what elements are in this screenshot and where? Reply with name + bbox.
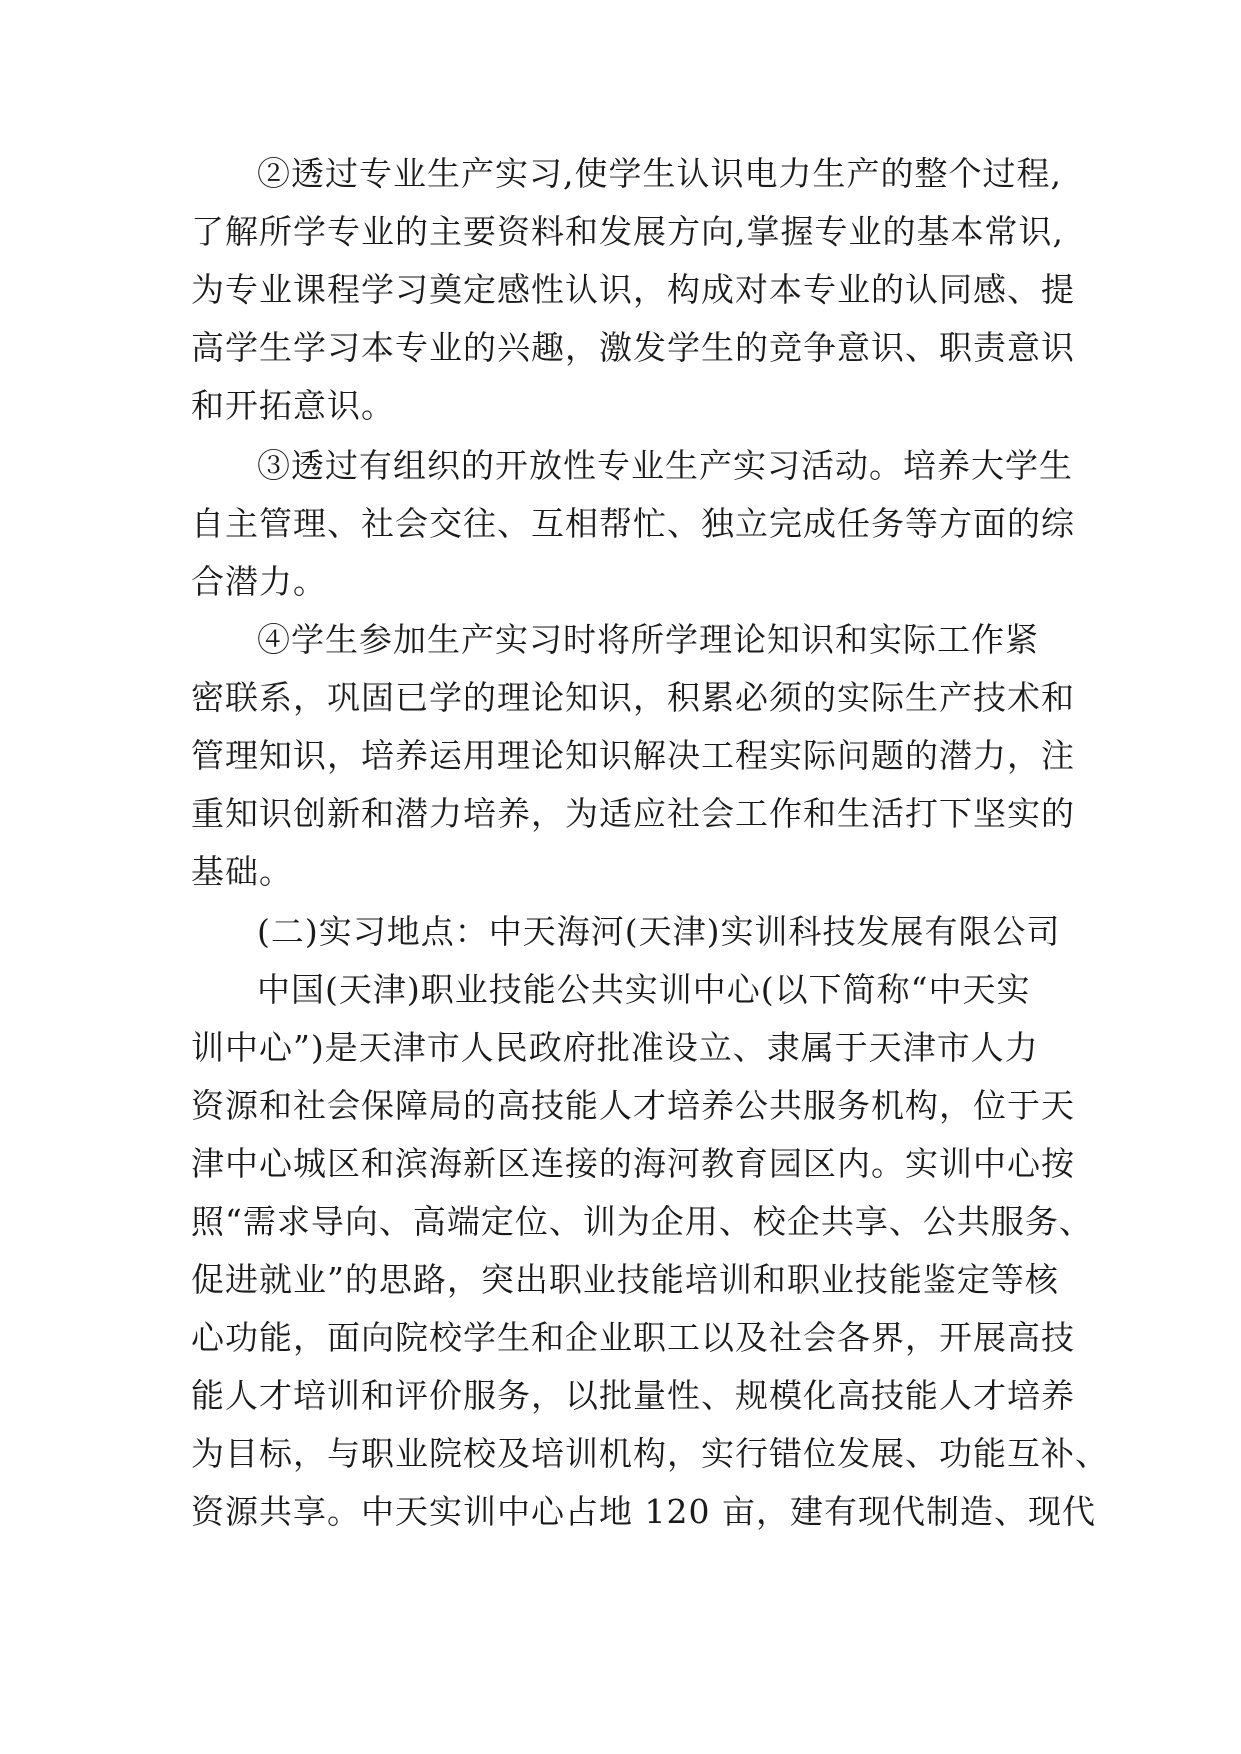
- center-paragraph-line-6: 促进就业”的思路，突出职业技能培训和职业技能鉴定等核: [191, 1260, 1059, 1299]
- paragraph-3-line-3: 合潜力。: [191, 562, 327, 601]
- center-paragraph-line-4: 津中心城区和滨海新区连接的海河教育园区内。实训中心按: [191, 1144, 1075, 1183]
- paragraph-4-line-1: ④学生参加生产实习时将所学理论知识和实际工作紧: [257, 620, 1039, 659]
- center-paragraph-line-2: 训中心”)是天津市人民政府批准设立、隶属于天津市人力: [191, 1028, 1039, 1067]
- paragraph-4-line-5: 基础。: [191, 852, 293, 891]
- paragraph-3-line-2: 自主管理、社会交往、互相帮忙、独立完成任务等方面的综: [191, 504, 1075, 543]
- center-paragraph-line-3: 资源和社会保障局的高技能人才培养公共服务机构，位于天: [191, 1086, 1075, 1125]
- center-paragraph-line-10: 资源共享。中天实训中心占地 120 亩，建有现代制造、现代: [191, 1492, 1096, 1531]
- center-paragraph-line-9: 为目标，与职业院校及培训机构，实行错位发展、功能互补、: [191, 1434, 1109, 1473]
- section-heading-location: (二)实习地点：中天海河(天津)实训科技发展有限公司: [257, 912, 1061, 951]
- paragraph-2-line-4: 高学生学习本专业的兴趣，激发学生的竞争意识、职责意识: [191, 328, 1075, 367]
- center-paragraph-line-1: 中国(天津)职业技能公共实训中心(以下简称“中天实: [257, 970, 1031, 1009]
- center-paragraph-line-5: 照“需求导向、高端定位、训为企用、校企共享、公共服务、: [191, 1202, 1093, 1241]
- paragraph-2-line-1: ②透过专业生产实习,使学生认识电力生产的整个过程,: [257, 154, 1062, 193]
- paragraph-4-line-3: 管理知识，培养运用理论知识解决工程实际问题的潜力，注: [191, 736, 1075, 775]
- paragraph-4-line-4: 重知识创新和潜力培养，为适应社会工作和生活打下坚实的: [191, 794, 1075, 833]
- paragraph-3-line-1: ③透过有组织的开放性专业生产实习活动。培养大学生: [257, 446, 1073, 485]
- paragraph-2-line-2: 了解所学专业的主要资料和发展方向,掌握专业的基本常识,: [191, 212, 1064, 251]
- center-paragraph-line-7: 心功能，面向院校学生和企业职工以及社会各界，开展高技: [191, 1318, 1075, 1357]
- paragraph-2-line-5: 和开拓意识。: [191, 386, 395, 425]
- paragraph-4-line-2: 密联系，巩固已学的理论知识，积累必须的实际生产技术和: [191, 678, 1075, 717]
- center-paragraph-line-8: 能人才培训和评价服务，以批量性、规模化高技能人才培养: [191, 1376, 1075, 1415]
- paragraph-2-line-3: 为专业课程学习奠定感性认识，构成对本专业的认同感、提: [191, 270, 1075, 309]
